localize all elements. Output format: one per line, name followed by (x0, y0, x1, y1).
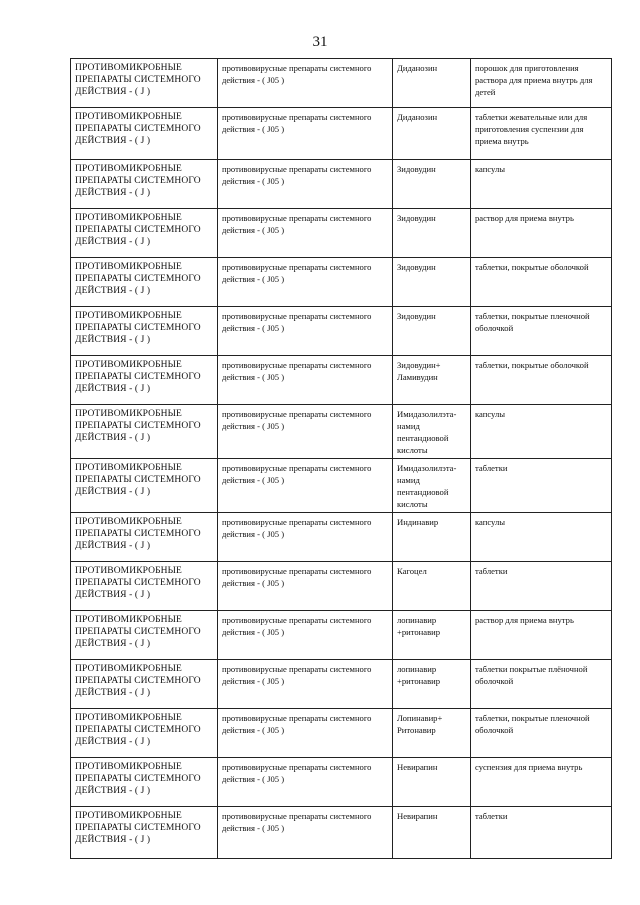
inn-cell: Невирапин (393, 758, 471, 807)
group-cell: ПРОТИВОМИКРОБНЫЕ ПРЕПАРАТЫ СИСТЕМНОГО ДЕЙСТВИЯ - ( J ) (71, 59, 218, 108)
subgroup-cell: противовирусные препараты системного действия - ( J05 ) (218, 562, 393, 611)
group-cell: ПРОТИВОМИКРОБНЫЕ ПРЕПАРАТЫ СИСТЕМНОГО ДЕЙСТВИЯ - ( J ) (71, 807, 218, 859)
table-row (71, 258, 612, 307)
group-cell: ПРОТИВОМИКРОБНЫЕ ПРЕПАРАТЫ СИСТЕМНОГО ДЕЙСТВИЯ - ( J ) (71, 709, 218, 758)
inn-cell: Имидазолилэта-намид пентандиовой кислоты (393, 459, 471, 513)
form-cell: таблетки, покрытые пленочной оболочкой (471, 709, 612, 758)
form-cell: таблетки (471, 562, 612, 611)
inn-cell: Зидовудин (393, 209, 471, 258)
group-cell: ПРОТИВОМИКРОБНЫЕ ПРЕПАРАТЫ СИСТЕМНОГО ДЕЙСТВИЯ - ( J ) (71, 611, 218, 660)
inn-cell: Зидовудин (393, 258, 471, 307)
form-cell: таблетки покрытые плёночной оболочкой (471, 660, 612, 709)
inn-cell: Лопинавир+ Ритонавир (393, 709, 471, 758)
group-cell: ПРОТИВОМИКРОБНЫЕ ПРЕПАРАТЫ СИСТЕМНОГО ДЕЙСТВИЯ - ( J ) (71, 405, 218, 459)
subgroup-cell: противовирусные препараты системного действия - ( J05 ) (218, 307, 393, 356)
table-row (71, 209, 612, 258)
subgroup-cell: противовирусные препараты системного действия - ( J05 ) (218, 660, 393, 709)
group-cell: ПРОТИВОМИКРОБНЫЕ ПРЕПАРАТЫ СИСТЕМНОГО ДЕЙСТВИЯ - ( J ) (71, 459, 218, 513)
table-row (71, 709, 612, 758)
inn-cell: лопинавир +ритонавир (393, 611, 471, 660)
inn-cell: Кагоцел (393, 562, 471, 611)
form-cell: капсулы (471, 405, 612, 459)
group-cell: ПРОТИВОМИКРОБНЫЕ ПРЕПАРАТЫ СИСТЕМНОГО ДЕЙСТВИЯ - ( J ) (71, 660, 218, 709)
form-cell: капсулы (471, 513, 612, 562)
table-row (71, 513, 612, 562)
subgroup-cell: противовирусные препараты системного действия - ( J05 ) (218, 108, 393, 160)
subgroup-cell: противовирусные препараты системного действия - ( J05 ) (218, 709, 393, 758)
subgroup-cell: противовирусные препараты системного действия - ( J05 ) (218, 758, 393, 807)
subgroup-cell: противовирусные препараты системного действия - ( J05 ) (218, 209, 393, 258)
table-row (71, 807, 612, 859)
subgroup-cell: противовирусные препараты системного действия - ( J05 ) (218, 459, 393, 513)
form-cell: таблетки, покрытые оболочкой (471, 258, 612, 307)
subgroup-cell: противовирусные препараты системного действия - ( J05 ) (218, 59, 393, 108)
subgroup-cell: противовирусные препараты системного действия - ( J05 ) (218, 807, 393, 859)
table-row (71, 160, 612, 209)
inn-cell: Диданозин (393, 108, 471, 160)
drug-table (70, 58, 612, 859)
table-row (71, 405, 612, 459)
table-row (71, 108, 612, 160)
group-cell: ПРОТИВОМИКРОБНЫЕ ПРЕПАРАТЫ СИСТЕМНОГО ДЕЙСТВИЯ - ( J ) (71, 108, 218, 160)
group-cell: ПРОТИВОМИКРОБНЫЕ ПРЕПАРАТЫ СИСТЕМНОГО ДЕЙСТВИЯ - ( J ) (71, 513, 218, 562)
inn-cell: Имидазолилэта-намид пентандиовой кислоты (393, 405, 471, 459)
inn-cell: Зидовудин+ Ламивудин (393, 356, 471, 405)
subgroup-cell: противовирусные препараты системного действия - ( J05 ) (218, 356, 393, 405)
subgroup-cell: противовирусные препараты системного действия - ( J05 ) (218, 611, 393, 660)
form-cell: таблетки, покрытые пленочной оболочкой (471, 307, 612, 356)
group-cell: ПРОТИВОМИКРОБНЫЕ ПРЕПАРАТЫ СИСТЕМНОГО ДЕЙСТВИЯ - ( J ) (71, 307, 218, 356)
form-cell: капсулы (471, 160, 612, 209)
inn-cell: Зидовудин (393, 307, 471, 356)
form-cell: суспензия для приема внутрь (471, 758, 612, 807)
form-cell: таблетки, покрытые оболочкой (471, 356, 612, 405)
subgroup-cell: противовирусные препараты системного действия - ( J05 ) (218, 160, 393, 209)
inn-cell: Индинавир (393, 513, 471, 562)
form-cell: таблетки (471, 807, 612, 859)
group-cell: ПРОТИВОМИКРОБНЫЕ ПРЕПАРАТЫ СИСТЕМНОГО ДЕЙСТВИЯ - ( J ) (71, 562, 218, 611)
form-cell: порошок для приготовления раствора для приема внутрь для детей (471, 59, 612, 108)
form-cell: таблетки (471, 459, 612, 513)
inn-cell: Зидовудин (393, 160, 471, 209)
table-row (71, 562, 612, 611)
page-number: 31 (312, 34, 328, 50)
table-row (71, 611, 612, 660)
inn-cell: Невирапин (393, 807, 471, 859)
inn-cell: лопинавир +ритонавир (393, 660, 471, 709)
group-cell: ПРОТИВОМИКРОБНЫЕ ПРЕПАРАТЫ СИСТЕМНОГО ДЕЙСТВИЯ - ( J ) (71, 160, 218, 209)
table-row (71, 356, 612, 405)
table-row (71, 459, 612, 513)
form-cell: раствор для приема внутрь (471, 209, 612, 258)
subgroup-cell: противовирусные препараты системного действия - ( J05 ) (218, 405, 393, 459)
group-cell: ПРОТИВОМИКРОБНЫЕ ПРЕПАРАТЫ СИСТЕМНОГО ДЕЙСТВИЯ - ( J ) (71, 258, 218, 307)
form-cell: таблетки жевательные или для приготовления суспензии для приема внутрь (471, 108, 612, 160)
group-cell: ПРОТИВОМИКРОБНЫЕ ПРЕПАРАТЫ СИСТЕМНОГО ДЕЙСТВИЯ - ( J ) (71, 758, 218, 807)
inn-cell: Диданозин (393, 59, 471, 108)
form-cell: раствор для приема внутрь (471, 611, 612, 660)
table-row (71, 307, 612, 356)
subgroup-cell: противовирусные препараты системного действия - ( J05 ) (218, 513, 393, 562)
subgroup-cell: противовирусные препараты системного действия - ( J05 ) (218, 258, 393, 307)
table-row (71, 660, 612, 709)
table-row (71, 59, 612, 108)
group-cell: ПРОТИВОМИКРОБНЫЕ ПРЕПАРАТЫ СИСТЕМНОГО ДЕЙСТВИЯ - ( J ) (71, 209, 218, 258)
group-cell: ПРОТИВОМИКРОБНЫЕ ПРЕПАРАТЫ СИСТЕМНОГО ДЕЙСТВИЯ - ( J ) (71, 356, 218, 405)
table-row (71, 758, 612, 807)
